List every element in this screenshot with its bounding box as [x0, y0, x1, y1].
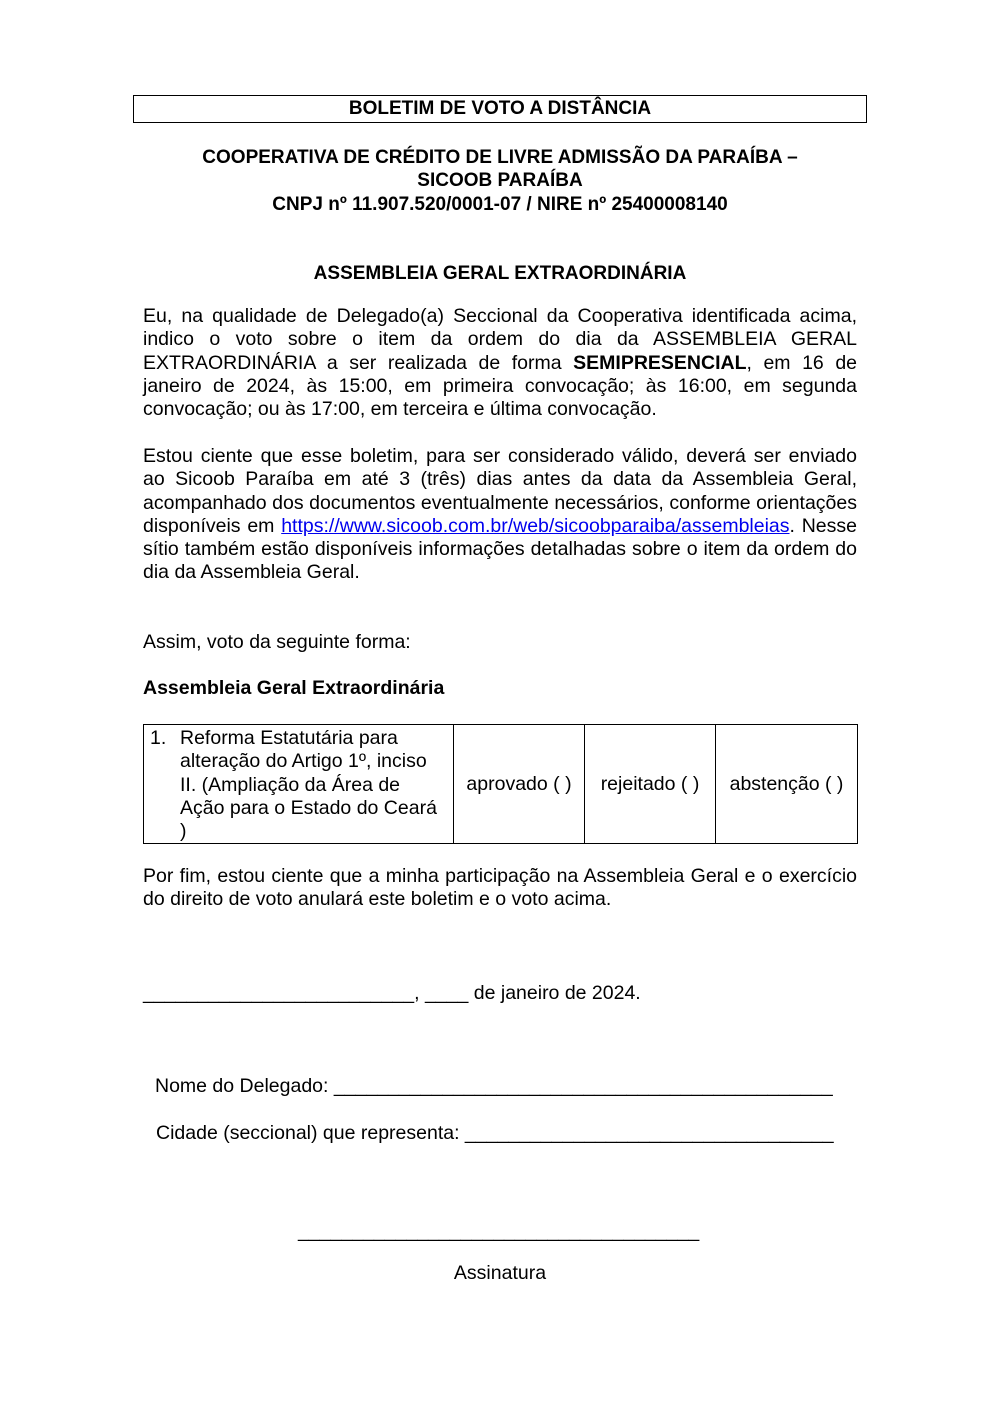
option-approved[interactable]: aprovado ( ) [454, 725, 585, 844]
intro-text: Eu, na qualidade de Delegado(a) Seccional da Cooperativa identificada acima, indico o voto sobre o item da ordem do dia da ASSEMBLEIA GERAL EXTRAORDINÁRIA a ser realizada de forma [143, 305, 857, 374]
city-field[interactable]: Cidade (seccional) que representa: __________________________________ [156, 1122, 834, 1144]
cooperative-name-line2: SICOOB PARAÍBA [417, 170, 583, 191]
delegate-name-field[interactable]: Nome do Delegado: ______________________________________________ [155, 1075, 833, 1097]
validity-paragraph [143, 445, 857, 585]
item-text: Reforma Estatutária para alteração do Artigo 1º, inciso II. (Ampliação da Área de Ação para o Estado do Ceará ) [180, 727, 437, 843]
registration-numbers: CNPJ nº 11.907.520/0001-07 / NIRE nº 25400008140 [272, 194, 728, 215]
validity-text-end: . Nesse sítio também estão disponíveis informações detalhadas sobre o item da ordem do dia da Assembleia Geral. [143, 514, 857, 584]
intro-bold-text: SEMIPRESENCIAL [573, 351, 747, 374]
signature-field[interactable]: _____________________________________ [298, 1220, 700, 1242]
intro-paragraph [143, 305, 857, 421]
vote-intro: Assim, voto da seguinte forma: [143, 631, 411, 653]
cooperative-name-line1: COOPERATIVA DE CRÉDITO DE LIVRE ADMISSÃO DA PARAÍBA – [202, 147, 798, 168]
agenda-item-cell [144, 725, 454, 844]
table-row [144, 725, 858, 844]
option-abstention[interactable]: abstenção ( ) [716, 725, 858, 844]
closing-paragraph: Por fim, estou ciente que a minha participação na Assembleia Geral e o exercício do direito de voto anulará este boletim e o voto acima. [143, 865, 857, 911]
vote-table [143, 724, 858, 844]
assemblies-link[interactable]: https://www.sicoob.com.br/web/sicoobparaiba/assembleias [281, 514, 790, 537]
signature-label: Assinatura [453, 1262, 547, 1284]
section-title: ASSEMBLEIA GERAL EXTRAORDINÁRIA [313, 263, 687, 284]
vote-subheading: Assembleia Geral Extraordinária [143, 677, 445, 699]
validity-text: Estou ciente que esse boletim, para ser considerado válido, deverá ser enviado ao Sicoob Paraíba em até 3 (três) dias antes da data da Assembleia Geral, acompanhado dos documentos eventualmente necessários, conforme orientações disponíveis em [143, 445, 857, 537]
intro-text-end: , em 16 de janeiro de 2024, às 15:00, em primeira convocação; às 16:00, em segunda convocação; ou às 17:00, em terceira e última convocação. [143, 351, 858, 421]
document-title: BOLETIM DE VOTO A DISTÂNCIA [133, 95, 867, 123]
item-number: 1. [150, 727, 167, 749]
option-rejected[interactable]: rejeitado ( ) [585, 725, 716, 844]
date-field[interactable]: _________________________, ____ de janeiro de 2024. [143, 982, 641, 1004]
